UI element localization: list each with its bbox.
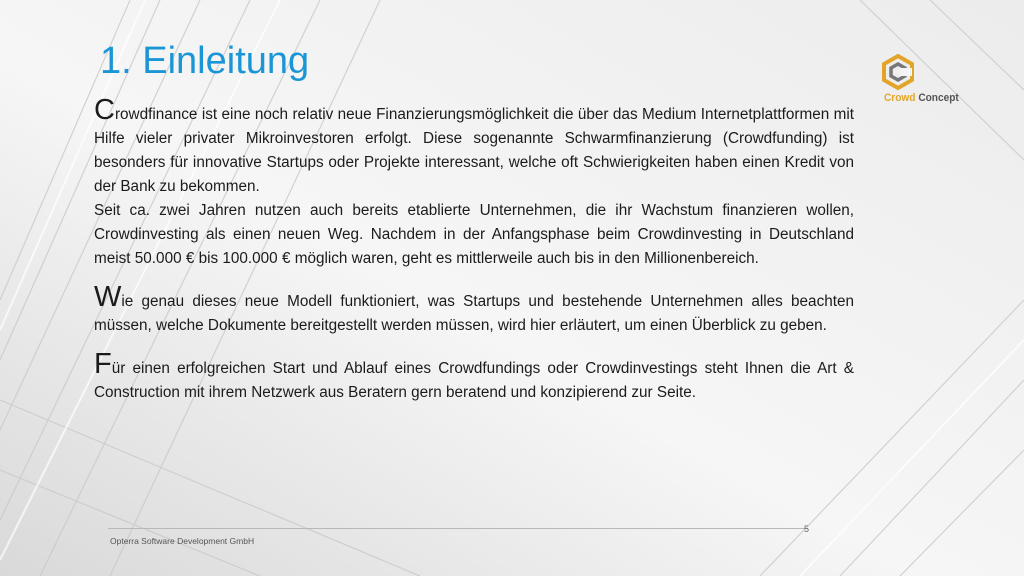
page-number: 5 xyxy=(804,524,810,534)
drop-initial: F xyxy=(94,348,112,380)
paragraph-model xyxy=(94,283,854,338)
crowd-concept-hexagon-logo xyxy=(880,54,916,90)
slide-body xyxy=(94,96,854,405)
paragraph-text: Seit ca. zwei Jahren nutzen auch bereits etablierte Unternehmen, die ihr Wachstum finanzieren wollen, Crowdinvesting als einen neuen Weg. Nachdem in der Anfangsphase beim Crowdinvesting in Deutschland meist 50.000 € bis 100.000 € möglich waren, geht es mittlerweile auch bis in den Millionenbereich. xyxy=(94,202,854,267)
paragraph-intro xyxy=(94,96,854,199)
paragraph-text: ie genau dieses neue Modell funktioniert, was Startups und bestehende Unternehmen alles beachten müssen, welche Dokumente bereitgestellt werden müssen, wird hier erläutert, um einen Überblick zu geben. xyxy=(94,293,854,334)
footer-company: Opterra Software Development GmbH xyxy=(110,536,255,546)
paragraph-text: ür einen erfolgreichen Start und Ablauf eines Crowdfundings oder Crowdinvestings steht Ihnen die Art & Construction mit ihrem Netzwerk aus Beratern gern beratend und konzipierend zur Seite. xyxy=(94,360,854,401)
drop-initial: W xyxy=(94,281,122,313)
paragraph-support xyxy=(94,350,854,405)
crowd-concept-logo xyxy=(880,54,970,108)
drop-initial: C xyxy=(94,94,115,126)
paragraph-established-companies xyxy=(94,199,854,271)
paragraph-text: rowdfinance ist eine noch relativ neue Finanzierungsmöglichkeit die über das Medium Internetplattformen mit Hilfe vieler privater Mikroinvestoren erfolgt. Diese sogenannte Schwarmfinanzierung (Crowdfunding) ist besonders für innovative Startups oder Projekte interessant, welche oft Schwierigkeiten haben einen Kredit von der Bank zu bekommen. xyxy=(94,106,854,195)
logo-text xyxy=(884,92,959,104)
logo-text-main: Concept xyxy=(918,92,959,104)
logo-text-accent: Crowd xyxy=(884,92,916,104)
footer-divider xyxy=(108,528,808,529)
slide-title: 1. Einleitung xyxy=(100,40,310,82)
